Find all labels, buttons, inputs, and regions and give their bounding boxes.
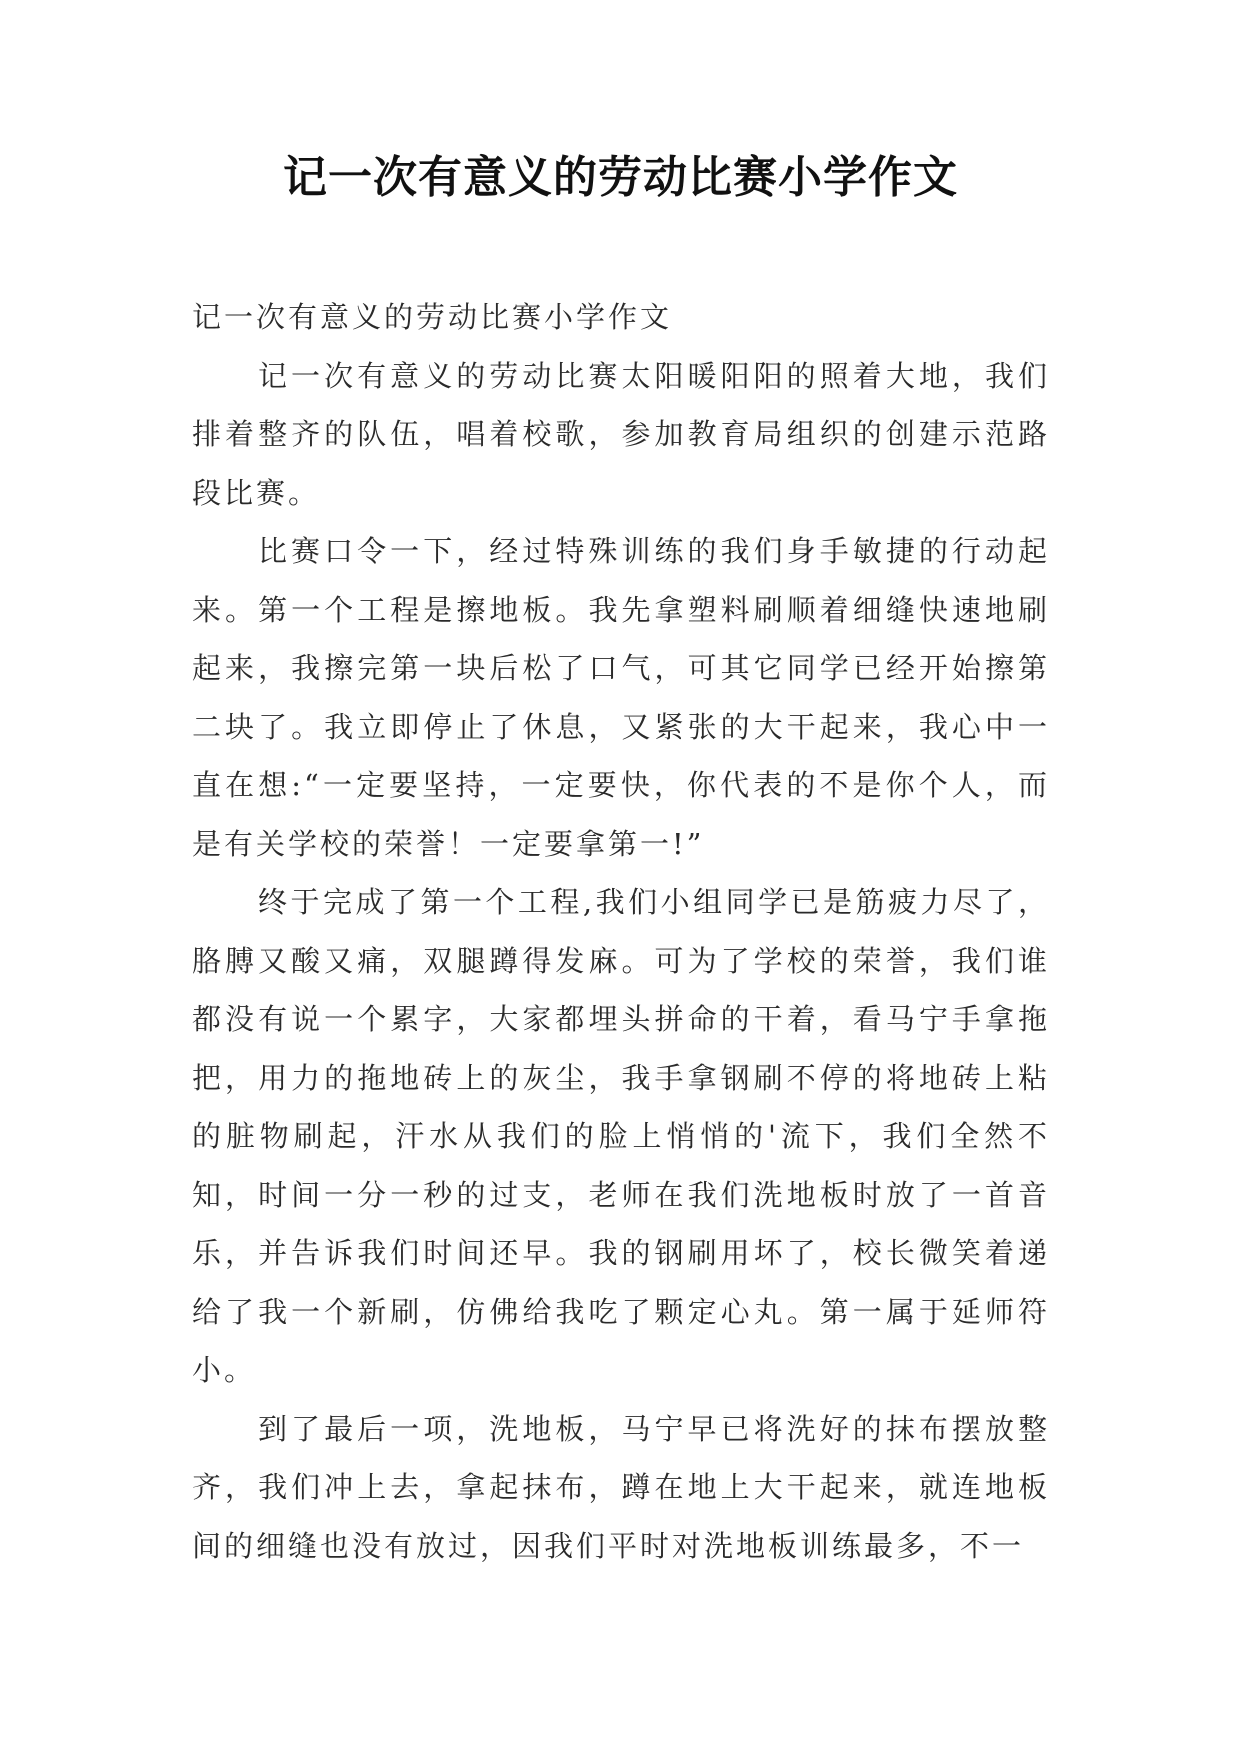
paragraph-2: 比赛口令一下，经过特殊训练的我们身手敏捷的行动起来。第一个工程是擦地板。我先拿塑料刷顺着细缝快速地刷起来，我擦完第一块后松了口气，可其它同学已经开始擦第二块了。我立即停止了休息，又紧张的大干起来，我心中一直在想:“一定要坚持，一定要快，你代表的不是你个人，而是有关学校的荣誉！一定要拿第一!” bbox=[192, 534, 1050, 861]
document-title: 记一次有意义的劳动比赛小学作文 bbox=[283, 152, 958, 203]
document-subtitle: 记一次有意义的劳动比赛小学作文 bbox=[192, 300, 673, 334]
paragraph-3: 终于完成了第一个工程,我们小组同学已是筋疲力尽了，胳膊又酸又痛，双腿蹲得发麻。可为了学校的荣誉，我们谁都没有说一个累字，大家都埋头拼命的干着，看马宁手拿拖把，用力的拖地砖上的灰尘，我手拿钢刷不停的将地砖上粘的脏物刷起，汗水从我们的脸上悄悄的'流下，我们全然不知，时间一分一秒的过支，老师在我们洗地板时放了一首音乐，并告诉我们时间还早。我的钢刷用坏了，校长微笑着递给了我一个新刷，仿佛给我吃了颗定心丸。第一属于延师符小。 bbox=[192, 885, 1050, 1387]
paragraph-1: 记一次有意义的劳动比赛太阳暖阳阳的照着大地，我们排着整齐的队伍，唱着校歌，参加教育局组织的创建示范路段比赛。 bbox=[192, 358, 1050, 510]
paragraph-4: 到了最后一项，洗地板，马宁早已将洗好的抹布摆放整齐，我们冲上去，拿起抹布，蹲在地上大干起来，就连地板间的细缝也没有放过，因我们平时对洗地板训练最多，不一 bbox=[192, 1411, 1050, 1563]
document-body bbox=[192, 288, 1050, 1575]
